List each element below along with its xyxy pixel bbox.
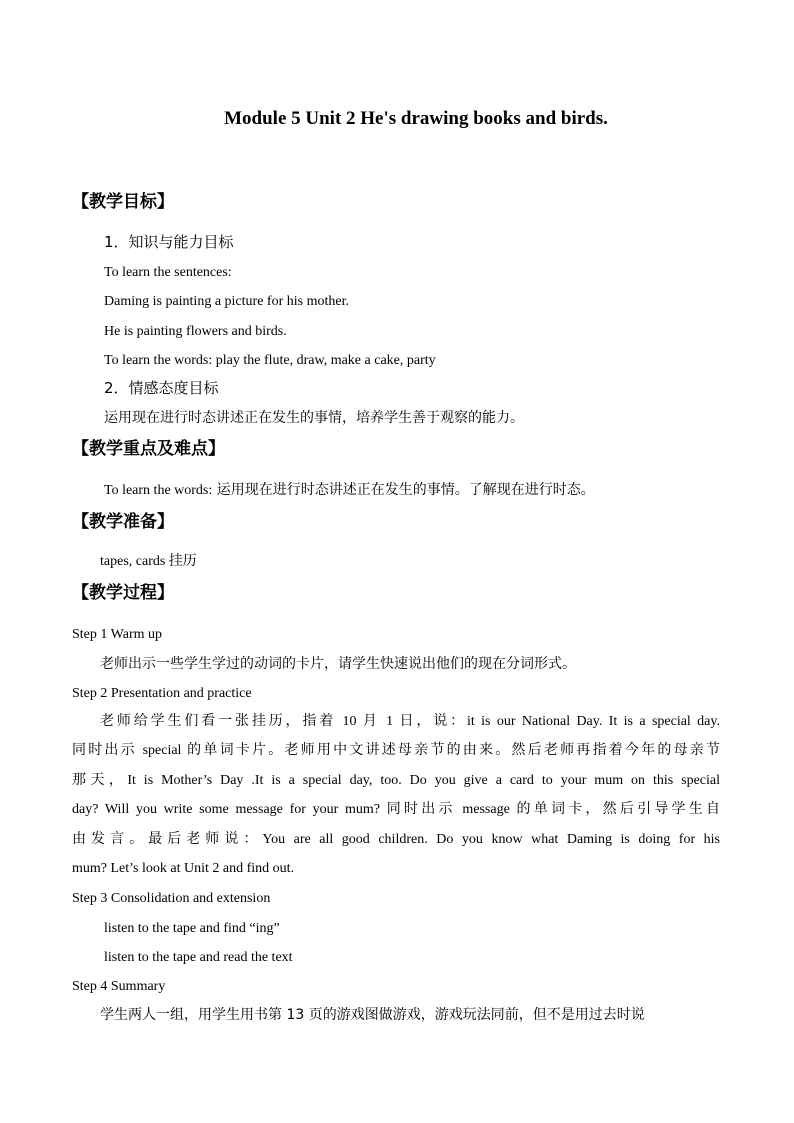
step-2-line: mum? Let’s look at Unit 2 and find out. — [72, 861, 295, 876]
step-2-title: Step 2 Presentation and practice — [72, 686, 252, 701]
process-heading: 【教学过程】 — [72, 583, 174, 603]
step-2-line: 那天，It is Mother’s Day .It is a special day, too. Do you give a card to your mum on this special — [72, 773, 720, 788]
objective-attitude-text: 运用现在进行时态讲述正在发生的事情，培养学生善于观察的能力。 — [104, 410, 524, 426]
step-3-line: listen to the tape and read the text — [104, 950, 293, 965]
step-2-line: 老师给学生们看一张挂历，指着 10 月 1 日，说：it is our National Day. It is a special day. — [100, 714, 720, 729]
step-3-title: Step 3 Consolidation and extension — [72, 891, 271, 906]
key-points-heading: 【教学重点及难点】 — [72, 439, 225, 459]
step-4-text: 学生两人一组，用学生用书第 13 页的游戏图做游戏，游戏玩法同前，但不是用过去时说 — [100, 1007, 645, 1023]
step-1-title: Step 1 Warm up — [72, 627, 162, 642]
objective-item-knowledge: 1．知识与能力目标 — [104, 233, 234, 251]
objective-line: To learn the words: play the flute, draw, make a cake, party — [104, 353, 436, 368]
document-title: Module 5 Unit 2 He's drawing books and birds. — [224, 108, 608, 129]
objectives-heading: 【教学目标】 — [72, 192, 174, 212]
key-points-prefix: To learn the words: — [104, 483, 213, 498]
key-points-body: 运用现在进行时态讲述正在发生的事情。了解现在进行时态。 — [212, 482, 595, 498]
objective-line: To learn the sentences: — [104, 265, 232, 280]
objective-line: Daming is painting a picture for his mother. — [104, 294, 349, 309]
step-4-title: Step 4 Summary — [72, 979, 166, 994]
preparation-text: tapes, cards 挂历 — [100, 554, 197, 569]
preparation-heading: 【教学准备】 — [72, 512, 174, 532]
objective-line: He is painting flowers and birds. — [104, 324, 287, 339]
step-2-line: day? Will you write some message for your mum? 同时出示 message 的单词卡，然后引导学生自 — [72, 802, 720, 817]
key-points-text — [104, 481, 595, 500]
step-1-text: 老师出示一些学生学过的动词的卡片，请学生快速说出他们的现在分词形式。 — [100, 656, 576, 672]
step-3-line: listen to the tape and find “ing” — [104, 921, 280, 936]
step-2-line: 由发言。最后老师说：You are all good children. Do you know what Daming is doing for his — [72, 832, 720, 847]
step-2-line: 同时出示 special 的单词卡片。老师用中文讲述母亲节的由来。然后老师再指着今年的母亲节 — [72, 743, 720, 758]
objective-item-attitude: 2．情感态度目标 — [104, 379, 219, 397]
